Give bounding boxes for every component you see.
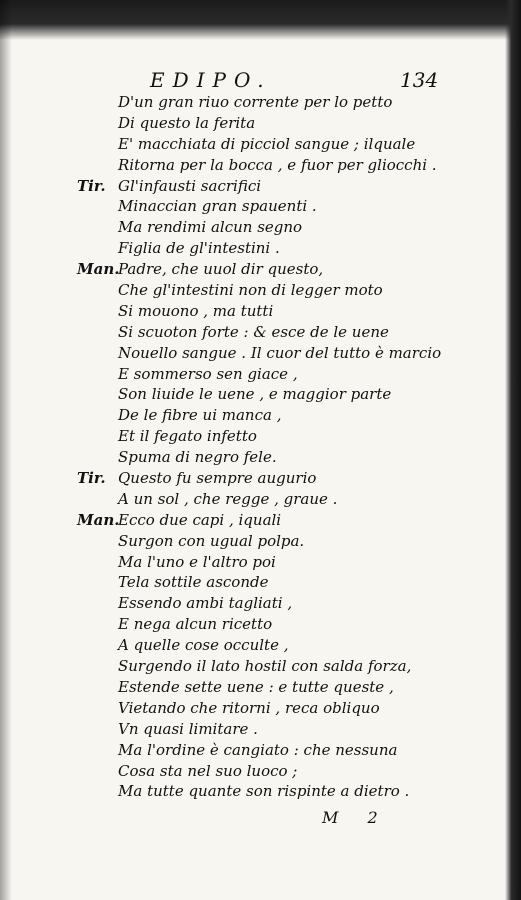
verse-line bbox=[0, 280, 500, 301]
page-top-shadow bbox=[0, 0, 521, 40]
verse-block bbox=[0, 92, 500, 802]
verse-line bbox=[0, 384, 500, 405]
verse-line bbox=[0, 196, 500, 217]
verse-line bbox=[0, 259, 500, 280]
signature-mark: M 2 bbox=[322, 808, 390, 827]
verse-line bbox=[0, 635, 500, 656]
verse-text: E sommerso sen giace , bbox=[118, 364, 298, 383]
verse-text: A quelle cose occulte , bbox=[118, 636, 289, 655]
verse-line bbox=[0, 238, 500, 259]
verse-text: Minaccian gran spauenti . bbox=[118, 197, 317, 216]
verse-text: Ecco due capi , iquali bbox=[118, 510, 282, 529]
verse-text: Vietando che ritorni , reca obliquo bbox=[118, 698, 380, 717]
verse-line bbox=[0, 719, 500, 740]
verse-text: Si mouono , ma tutti bbox=[118, 301, 274, 320]
verse-line bbox=[0, 217, 500, 238]
verse-text: Cosa sta nel suo luoco ; bbox=[118, 761, 298, 780]
verse-text: Et il fegato infetto bbox=[118, 427, 257, 446]
verse-line bbox=[0, 134, 500, 155]
verse-text: Ma tutte quante son rispinte a dietro . bbox=[118, 782, 410, 801]
verse-line bbox=[0, 426, 500, 447]
speaker-label: Man. bbox=[77, 510, 120, 529]
verse-line bbox=[0, 614, 500, 635]
verse-line bbox=[0, 740, 500, 761]
verse-line bbox=[0, 510, 500, 531]
verse-text: Estende sette uene : e tutte queste , bbox=[118, 677, 394, 696]
verse-text: Ma l'ordine è cangiato : che nessuna bbox=[118, 740, 398, 759]
verse-line bbox=[0, 92, 500, 113]
verse-line bbox=[0, 301, 500, 322]
verse-line bbox=[0, 593, 500, 614]
verse-line bbox=[0, 489, 500, 510]
verse-text: Figlia de gl'intestini . bbox=[118, 239, 280, 258]
verse-text: Padre, che uuol dir questo, bbox=[118, 260, 324, 279]
verse-text: Vn quasi limitare . bbox=[118, 719, 258, 738]
verse-line bbox=[0, 781, 500, 802]
verse-text: Ma l'uno e l'altro poi bbox=[118, 552, 276, 571]
verse-text: Essendo ambi tagliati , bbox=[118, 594, 293, 613]
verse-line bbox=[0, 531, 500, 552]
verse-line bbox=[0, 155, 500, 176]
verse-text: Ma rendimi alcun segno bbox=[118, 218, 303, 237]
verse-text: Gl'infausti sacrifici bbox=[118, 176, 262, 195]
verse-text: D'un gran riuo corrente per lo petto bbox=[118, 93, 393, 111]
verse-text: A un sol , che regge , graue . bbox=[118, 489, 338, 508]
verse-line bbox=[0, 322, 500, 343]
verse-text: Spuma di negro fele. bbox=[118, 448, 277, 467]
verse-text: Nouello sangue . Il cuor del tutto è marcio bbox=[118, 343, 442, 362]
verse-text: Tela sottile asconde bbox=[118, 573, 269, 592]
speaker-label: Tir. bbox=[77, 176, 106, 195]
verse-text: De le fibre ui manca , bbox=[118, 406, 282, 425]
verse-text: E nega alcun ricetto bbox=[118, 615, 273, 634]
verse-text: Son liuide le uene , e maggior parte bbox=[118, 385, 392, 404]
verse-line bbox=[0, 552, 500, 573]
verse-text: Che gl'intestini non di legger moto bbox=[118, 281, 383, 300]
verse-line bbox=[0, 468, 500, 489]
verse-text: Questo fu sempre augurio bbox=[118, 469, 317, 488]
verse-text: E' macchiata di picciol sangue ; ilquale bbox=[118, 134, 416, 153]
verse-line bbox=[0, 572, 500, 593]
verse-text: Ritorna per la bocca , e fuor per gliocchi . bbox=[118, 155, 437, 174]
verse-line bbox=[0, 698, 500, 719]
verse-line bbox=[0, 364, 500, 385]
speaker-label: Man. bbox=[77, 260, 120, 279]
verse-line bbox=[0, 447, 500, 468]
speaker-label: Tir. bbox=[77, 469, 106, 488]
verse-text: Surgon con ugual polpa. bbox=[118, 531, 305, 550]
page-number: 134 bbox=[400, 68, 439, 92]
verse-line bbox=[0, 656, 500, 677]
running-head: EDIPO. bbox=[150, 68, 272, 92]
verse-line bbox=[0, 677, 500, 698]
verse-line bbox=[0, 343, 500, 364]
page-right-edge bbox=[505, 0, 521, 900]
verse-line bbox=[0, 113, 500, 134]
verse-text: Di questo la ferita bbox=[118, 113, 256, 132]
verse-text: Si scuoton forte : & esce de le uene bbox=[118, 322, 389, 341]
verse-line bbox=[0, 761, 500, 782]
verse-line bbox=[0, 405, 500, 426]
verse-text: Surgendo il lato hostil con salda forza, bbox=[118, 657, 412, 676]
verse-line bbox=[0, 176, 500, 197]
